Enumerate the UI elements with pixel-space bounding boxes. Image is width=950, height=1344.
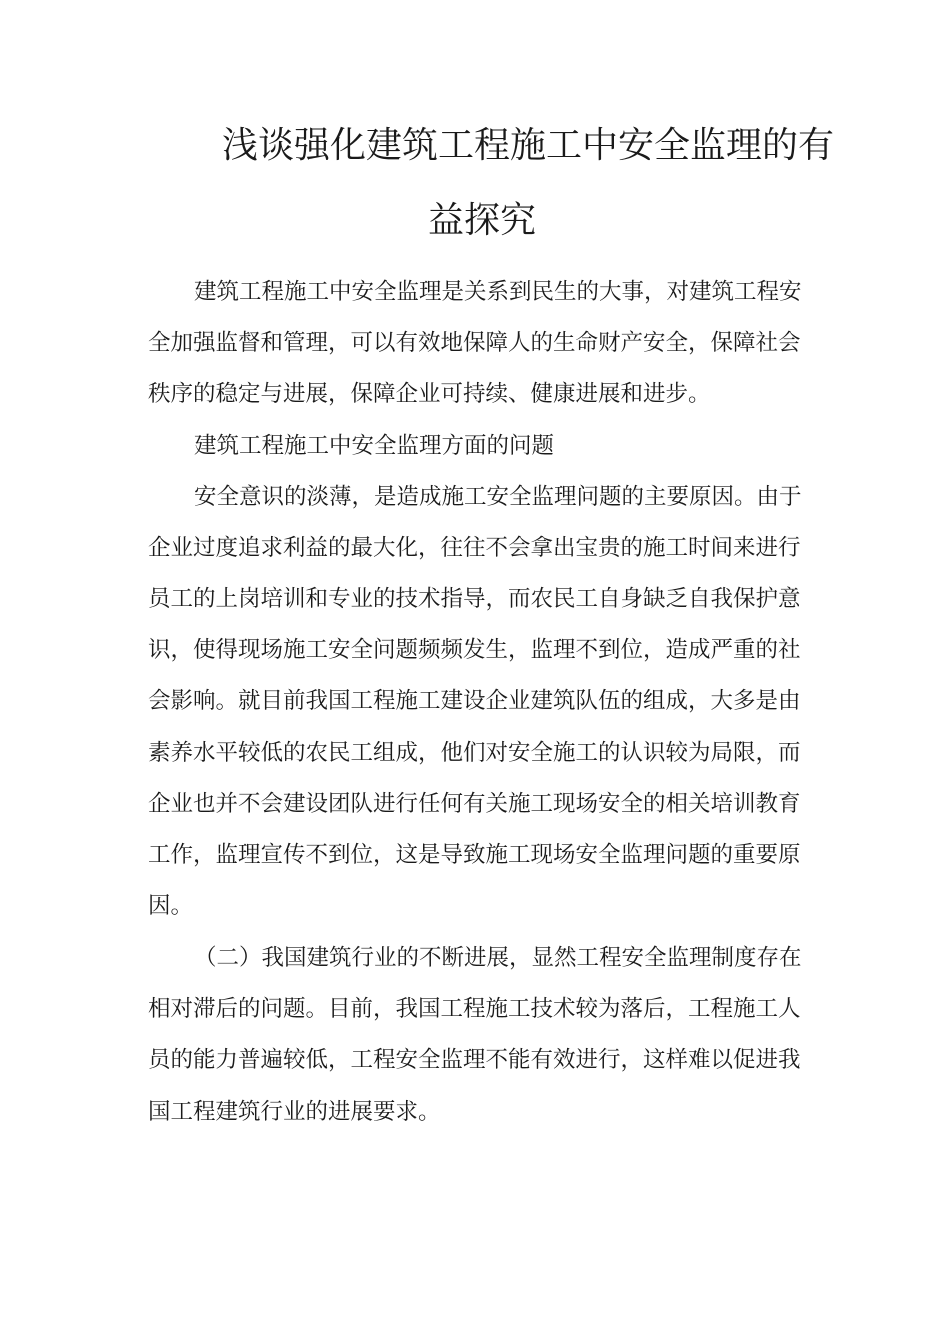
paragraph-3-line-5: 会影响。就目前我国工程施工建设企业建筑队伍的组成，大多是由: [148, 688, 801, 714]
paragraph-3-line-1: 安全意识的淡薄，是造成施工安全监理问题的主要原因。由于: [194, 484, 802, 510]
document-title-line-1: 浅谈强化建筑工程施工中安全监理的有: [222, 125, 835, 166]
paragraph-4-line-4: 国工程建筑行业的进展要求。: [148, 1099, 441, 1125]
paragraph-1-line-2: 全加强监督和管理，可以有效地保障人的生命财产安全，保障社会: [148, 330, 801, 356]
paragraph-1-line-1: 建筑工程施工中安全监理是关系到民生的大事，对建筑工程安: [194, 279, 802, 305]
paragraph-3-line-8: 工作，监理宣传不到位，这是导致施工现场安全监理问题的重要原: [148, 842, 801, 868]
paragraph-3-line-4: 识，使得现场施工安全问题频频发生，监理不到位，造成严重的社: [148, 637, 801, 663]
section-heading: 建筑工程施工中安全监理方面的问题: [194, 433, 555, 459]
paragraph-3-line-6: 素养水平较低的农民工组成，他们对安全施工的认识较为局限，而: [148, 740, 801, 766]
paragraph-4-line-2: 相对滞后的问题。目前，我国工程施工技术较为落后，工程施工人: [148, 996, 801, 1022]
paragraph-3-line-2: 企业过度追求利益的最大化，往往不会拿出宝贵的施工时间来进行: [148, 535, 801, 561]
paragraph-3-line-3: 员工的上岗培训和专业的技术指导，而农民工自身缺乏自我保护意: [148, 586, 801, 612]
paragraph-1-line-3: 秩序的稳定与进展，保障企业可持续、健康进展和进步。: [148, 381, 711, 407]
paragraph-3-line-7: 企业也并不会建设团队进行任何有关施工现场安全的相关培训教育: [148, 791, 801, 817]
paragraph-4-line-3: 员的能力普遍较低，工程安全监理不能有效进行，这样难以促进我: [148, 1047, 801, 1073]
paragraph-4-line-1: （二）我国建筑行业的不断进展，显然工程安全监理制度存在: [194, 945, 802, 971]
paragraph-3-line-9: 因。: [148, 893, 194, 919]
document-title-line-2: 益探究: [428, 200, 537, 241]
